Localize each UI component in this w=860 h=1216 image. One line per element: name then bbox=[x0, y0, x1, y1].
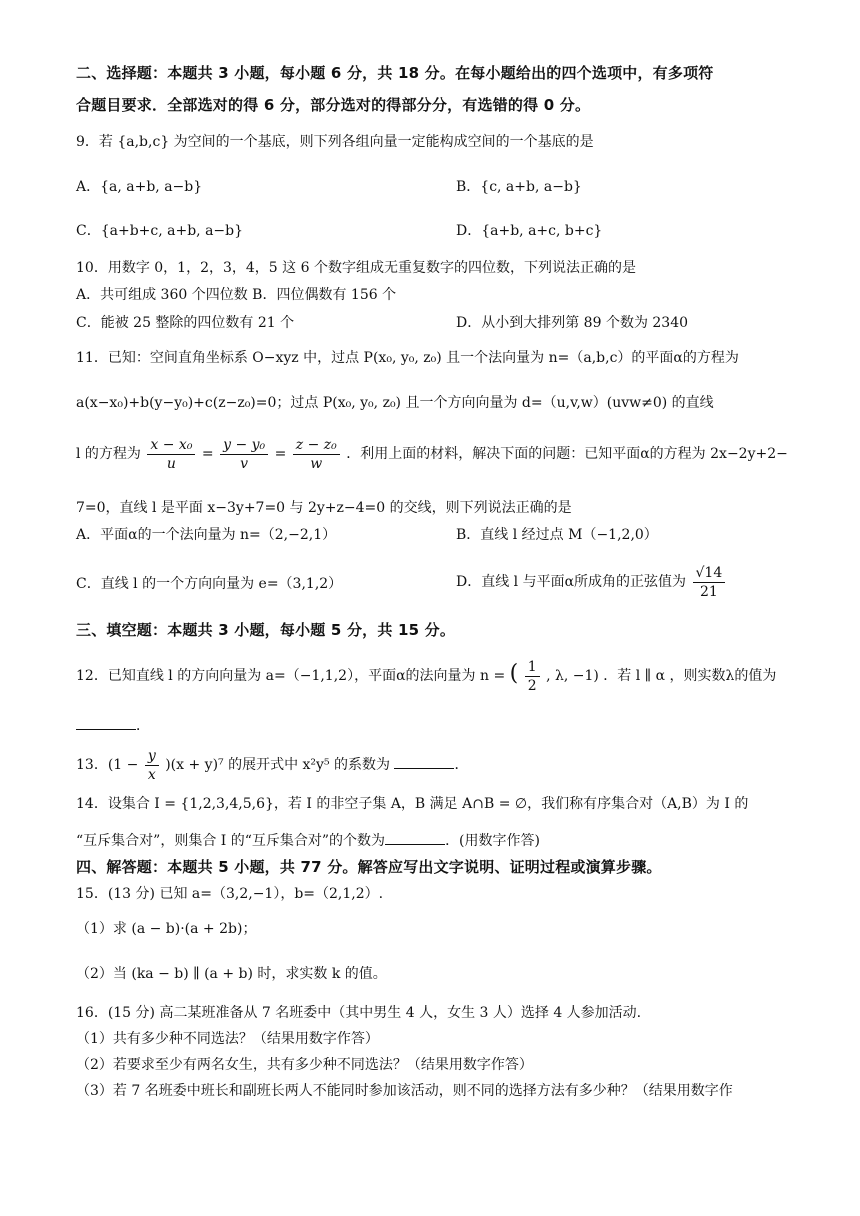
q11-line3-start: l 的方程为 bbox=[76, 446, 141, 462]
q11-option-d-fraction: $\frac{√14}{21}$ bbox=[693, 564, 726, 601]
q9-option-b: B．{c, a+b, a−b} bbox=[456, 179, 582, 195]
q9-option-a: A．{a, a+b, a−b} bbox=[76, 179, 203, 195]
q12-vector-open: ( bbox=[509, 661, 519, 686]
q10-options-ab: A．共可组成 360 个四位数 B．四位偶数有 156 个 bbox=[76, 287, 397, 303]
q14-line1: 14．设集合 I = {1,2,3,4,5,6}，若 I 的非空子集 A，B 满足 A∩B = ∅，我们称有序集合对（A,B）为 I 的 bbox=[76, 796, 749, 812]
q9-option-c: C．{a+b+c, a+b, a−b} bbox=[76, 223, 244, 239]
q12-text-start: 12．已知直线 l 的方向向量为 a=（−1,1,2），平面α的法向量为 n = bbox=[76, 668, 506, 684]
q14-line2-end: ．(用数字作答) bbox=[445, 833, 540, 849]
q11-option-c: C．直线 l 的一个方向向量为 e=（3,1,2） bbox=[76, 576, 343, 592]
q11-fraction-y: $\frac{\text{y − y₀}}{v}$ bbox=[220, 436, 268, 473]
q14-line2-start: “互斥集合对”，则集合 I 的“互斥集合对”的个数为 bbox=[76, 833, 386, 849]
q12-vector-rest: , λ, −1) bbox=[546, 668, 599, 684]
q11-fraction-z: $\frac{\text{z − z₀}}{w}$ bbox=[293, 436, 340, 473]
equals-sign: = bbox=[201, 446, 214, 462]
q11-option-a: A．平面α的一个法向量为 n=（2,−2,1） bbox=[76, 527, 337, 543]
q11-line3 bbox=[76, 434, 788, 474]
q11-option-d bbox=[456, 560, 727, 604]
q11-line3-end: ．利用上面的材料，解决下面的问题：已知平面α的方程为 2x−2y+2− bbox=[346, 446, 788, 462]
q11-option-d-text: D．直线 l 与平面α所成角的正弦值为 bbox=[456, 574, 687, 590]
equals-sign: = bbox=[274, 446, 287, 462]
q12-period: ． bbox=[136, 718, 150, 734]
q12-line bbox=[76, 654, 776, 696]
q12-fraction-half: $\frac{1}{2}$ bbox=[525, 658, 540, 695]
q13-line bbox=[76, 745, 468, 785]
q9-stem: 9．若 {a,b,c} 为空间的一个基底，则下列各组向量一定能构成空间的一个基底的是 bbox=[76, 134, 594, 150]
section-2-heading-line1: 二、选择题：本题共 3 小题，每小题 6 分，共 18 分。在每小题给出的四个选项中，有多项符 bbox=[76, 64, 714, 82]
q16-part3: （3）若 7 名班委中班长和副班长两人不能同时参加该活动，则不同的选择方法有多少种？（结果用数字作 bbox=[76, 1083, 733, 1099]
q11-fraction-x: $\frac{\text{x − x₀}}{u}$ bbox=[147, 436, 195, 473]
q16-part2: （2）若要求至少有两名女生，共有多少种不同选法？（结果用数字作答） bbox=[76, 1057, 533, 1073]
q11-line1: 11．已知：空间直角坐标系 O−xyz 中，过点 P(x₀, y₀, z₀) 且一个法向量为 n=（a,b,c）的平面α的方程为 bbox=[76, 350, 739, 366]
q9-option-d: D．{a+b, a+c, b+c} bbox=[456, 223, 603, 239]
q10-stem: 10．用数字 0，1，2，3，4，5 这 6 个数字组成无重复数字的四位数，下列说法正确的是 bbox=[76, 260, 636, 276]
q12-answer-blank bbox=[76, 715, 136, 730]
q10-option-d: D．从小到大排列第 89 个数为 2340 bbox=[456, 315, 689, 331]
q13-text-start: 13．(1 − bbox=[76, 757, 139, 773]
section-3-heading: 三、填空题：本题共 3 小题，每小题 5 分，共 15 分。 bbox=[76, 621, 456, 639]
q14-line2 bbox=[76, 830, 540, 851]
q12-text-end: ．若 l ∥ α ，则实数λ的值为 bbox=[603, 668, 777, 684]
section-2-heading-line2: 合题目要求．全部选对的得 6 分，部分选对的得部分分，有选错的得 0 分。 bbox=[76, 96, 591, 114]
q14-answer-blank bbox=[385, 830, 445, 845]
q12-answer-line bbox=[76, 715, 150, 736]
q16-part1: （1）共有多少种不同选法？（结果用数字作答） bbox=[76, 1031, 379, 1047]
q15-part2: （2）当 (ka − b) ∥ (a + b) 时，求实数 k 的值。 bbox=[76, 966, 387, 982]
q13-answer-blank bbox=[394, 754, 454, 769]
q13-text-end: )(x + y)⁷ 的展开式中 x²y⁵ 的系数为 bbox=[165, 757, 391, 773]
q13-fraction: $\frac{y}{x}$ bbox=[145, 747, 159, 784]
q16-stem: 16．(15 分) 高二某班准备从 7 名班委中（其中男生 4 人，女生 3 人）选择 4 人参加活动. bbox=[76, 1005, 642, 1021]
q11-option-b: B．直线 l 经过点 M（−1,2,0） bbox=[456, 527, 658, 543]
q10-option-c: C．能被 25 整除的四位数有 21 个 bbox=[76, 315, 295, 331]
q11-line4: 7=0，直线 l 是平面 x−3y+7=0 与 2y+z−4=0 的交线，则下列说法正确的是 bbox=[76, 500, 572, 516]
section-4-heading: 四、解答题：本题共 5 小题，共 77 分。解答应写出文字说明、证明过程或演算步骤。 bbox=[76, 858, 662, 876]
q13-period: ． bbox=[454, 757, 469, 773]
q15-stem: 15．(13 分) 已知 a=（3,2,−1），b=（2,1,2）. bbox=[76, 886, 384, 902]
q15-part1: （1）求 (a − b)·(a + 2b)； bbox=[76, 921, 257, 937]
q11-line2: a(x−x₀)+b(y−y₀)+c(z−z₀)=0；过点 P(x₀, y₀, z₀) 且一个方向向量为 d=（u,v,w）(uvw≠0) 的直线 bbox=[76, 395, 714, 411]
